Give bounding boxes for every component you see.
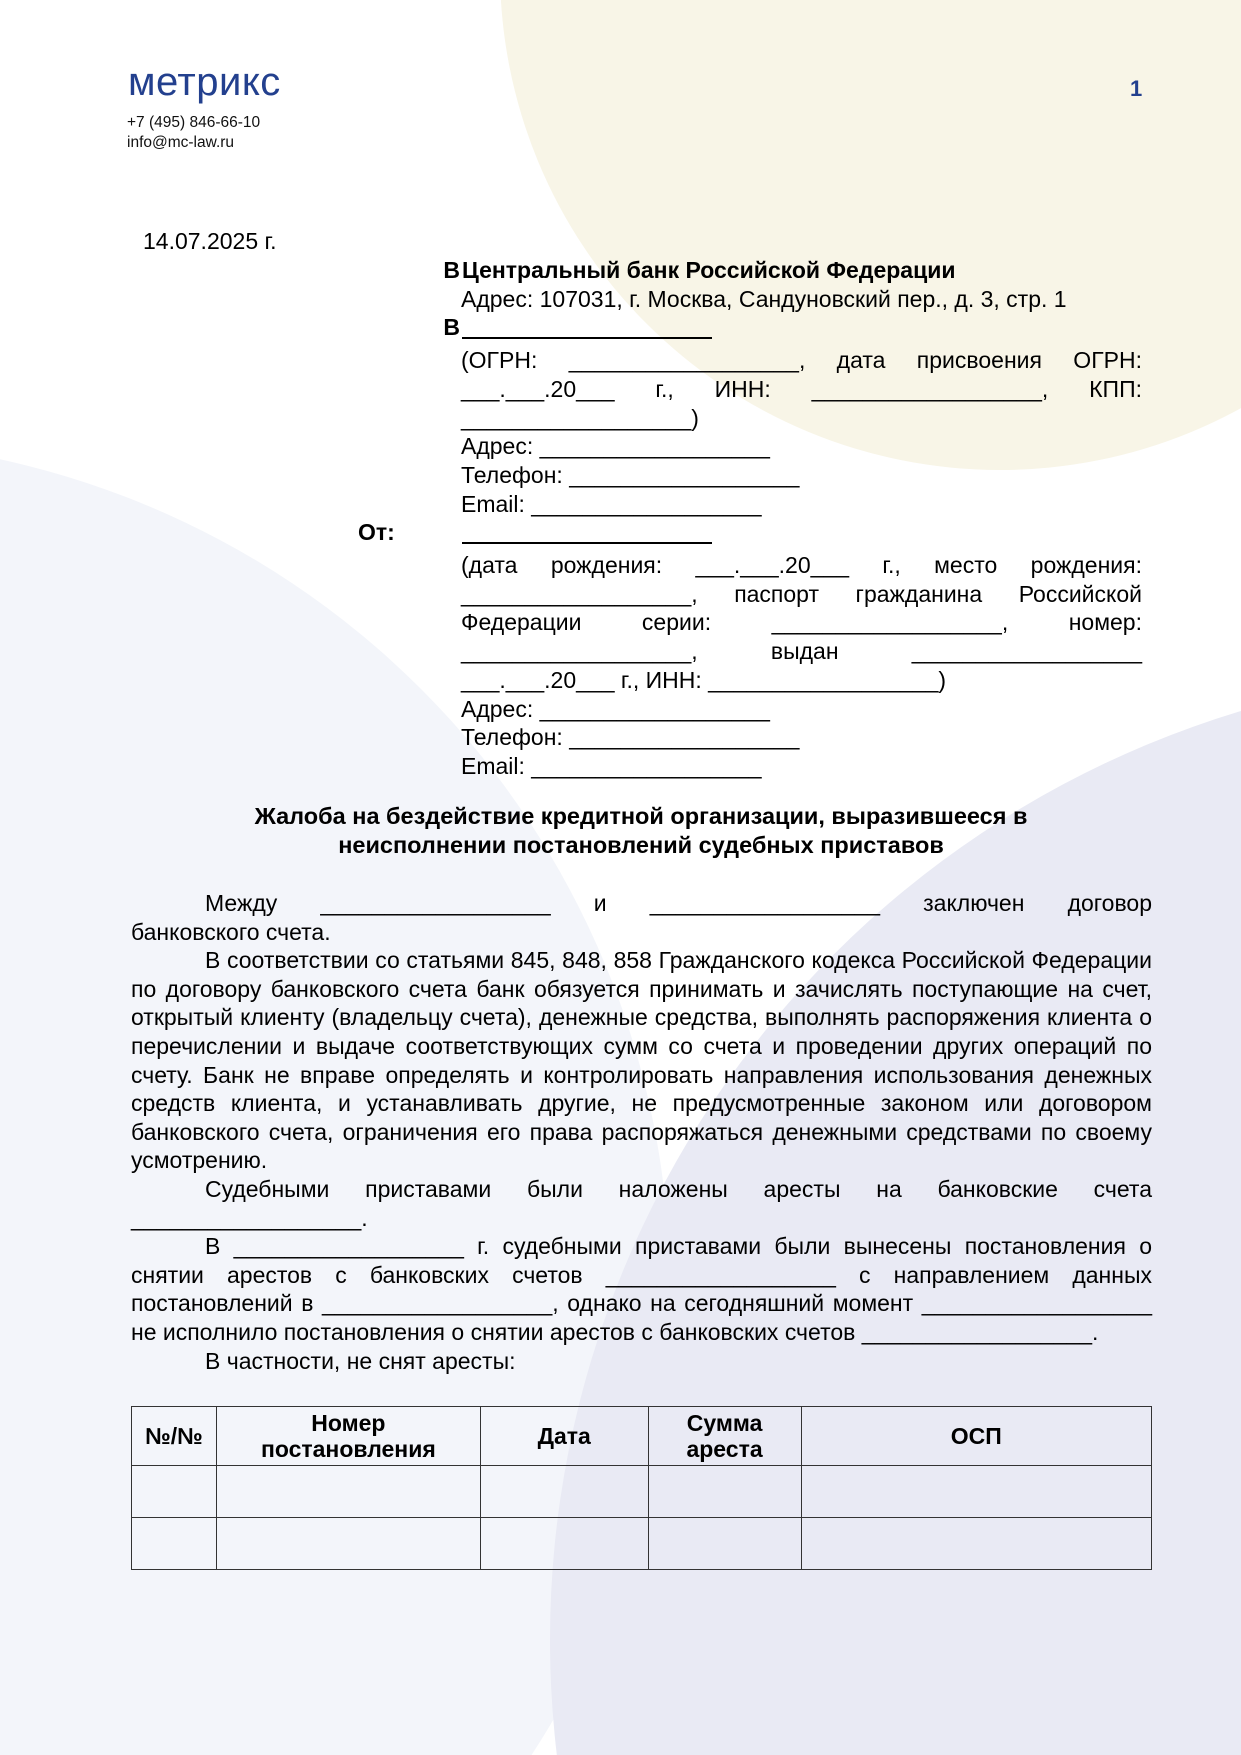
title-line-1: Жалоба на бездействие кредитной организации, выразившееся в — [254, 803, 1028, 829]
sender-line-3: Федерации серии: __________________, номер: — [461, 609, 1142, 636]
sender-line-4: __________________, выдан __________________ — [461, 638, 1142, 665]
bank-line-2: ___.___.20___ г., ИНН: __________________, КПП: — [461, 375, 1142, 402]
bank-line-3: __________________) — [461, 404, 699, 431]
p1-blank: __________________ — [320, 890, 551, 916]
arrests-table — [131, 1406, 1152, 1570]
table-cell — [648, 1518, 801, 1570]
paragraph-5: В частности, не снят аресты: — [205, 1347, 516, 1374]
paragraph-1-end: банковского счета. — [131, 918, 331, 945]
recipient-cb — [380, 256, 1142, 285]
table-cell — [648, 1466, 801, 1518]
p1-word: договор — [1067, 890, 1152, 916]
sender-line-5: ___.___.20___ г., ИНН: __________________) — [461, 666, 947, 693]
bank-label: В — [443, 314, 460, 341]
sender-name-blank — [462, 518, 712, 544]
bank-line-1: (ОГРН: __________________, дата присвоения ОГРН: — [461, 347, 1142, 374]
table-cell — [216, 1466, 480, 1518]
page-number: 1 — [1130, 76, 1143, 101]
col-order-number: Номер постановления — [216, 1407, 480, 1466]
table-cell — [480, 1466, 648, 1518]
company-logo: метрикс — [128, 60, 281, 104]
document-body — [131, 889, 1152, 1375]
table-cell — [132, 1466, 217, 1518]
p1-blank: __________________ — [649, 890, 880, 916]
table-cell — [480, 1518, 648, 1570]
title-line-2: неисполнении постановлений судебных приставов — [338, 831, 944, 858]
bank-name-blank — [462, 313, 712, 339]
col-osp: ОСП — [801, 1407, 1151, 1466]
bank-phone: Телефон: __________________ — [461, 461, 800, 488]
table-row — [132, 1466, 1152, 1518]
p1-word: Между — [205, 890, 278, 916]
sender-email: Email: __________________ — [461, 752, 762, 779]
bank-email: Email: __________________ — [461, 490, 762, 517]
p1-word: и — [593, 890, 607, 916]
email-address: info@mc-law.ru — [127, 134, 235, 151]
sender-phone: Телефон: __________________ — [461, 724, 800, 751]
col-number: №/№ — [132, 1407, 217, 1466]
phone-number: +7 (495) 846-66-10 — [127, 114, 261, 131]
bank-details — [461, 346, 1142, 518]
sender-details — [461, 551, 1142, 781]
table-cell — [216, 1518, 480, 1570]
sender-address: Адрес: __________________ — [461, 695, 770, 722]
col-arrest-amount: Сумма ареста — [648, 1407, 801, 1466]
addressee-block — [358, 256, 1142, 781]
col-date: Дата — [480, 1407, 648, 1466]
table-header-row — [132, 1407, 1152, 1466]
contact-info — [127, 113, 260, 153]
sender-line-1: (дата рождения: ___.___.20___ г., место рождения: — [461, 552, 1142, 579]
paragraph-3: Судебными приставами были наложены аресты на банковские счета __________________. — [131, 1175, 1152, 1231]
from-label: От: — [358, 519, 395, 546]
sender-line-2: __________________, паспорт гражданина Российской — [461, 580, 1142, 607]
bank-address: Адрес: __________________ — [461, 433, 770, 460]
paragraph-1-line — [131, 889, 1152, 918]
paragraph-2: В соответствии со статьями 845, 848, 858 Гражданского кодекса Российской Федерации по договору банковского счета банк обязуется принимать и зачислять поступающие на счет, открытый клиенту (владельцу счета), денежные средства, выполнять распоряжения клиента о перечислении и выдаче соответствующих сумм со счета и проведении других операций по счету. Банк не вправе определять и контролировать направления использования денежных средств клиента, и устанавливать другие, не предусмотренные законом или договором банковского счета, ограничения его права распоряжаться денежными средствами по своему усмотрению. — [131, 947, 1152, 1174]
table-row — [132, 1518, 1152, 1570]
table-cell — [132, 1518, 217, 1570]
sender — [358, 518, 1142, 551]
to-label: В — [443, 257, 460, 283]
cb-address: Адрес: 107031, г. Москва, Сандуновский пер., д. 3, стр. 1 — [461, 285, 1067, 312]
document-date: 14.07.2025 г. — [143, 228, 277, 254]
recipient-bank — [380, 313, 1142, 346]
paragraph-4: В __________________ г. судебными приставами были вынесены постановления о снятии арестов с банковских счетов __________________ с направлением данных постановлений в __________________, однако на сегодняшний момент __________________ не исполнило постановления о снятии арестов с банковских счетов __________________. — [131, 1233, 1152, 1345]
table-cell — [801, 1466, 1151, 1518]
p1-word: заключен — [923, 890, 1025, 916]
cb-name: Центральный банк Российской Федерации — [462, 257, 956, 283]
table-cell — [801, 1518, 1151, 1570]
document-title — [131, 802, 1151, 859]
